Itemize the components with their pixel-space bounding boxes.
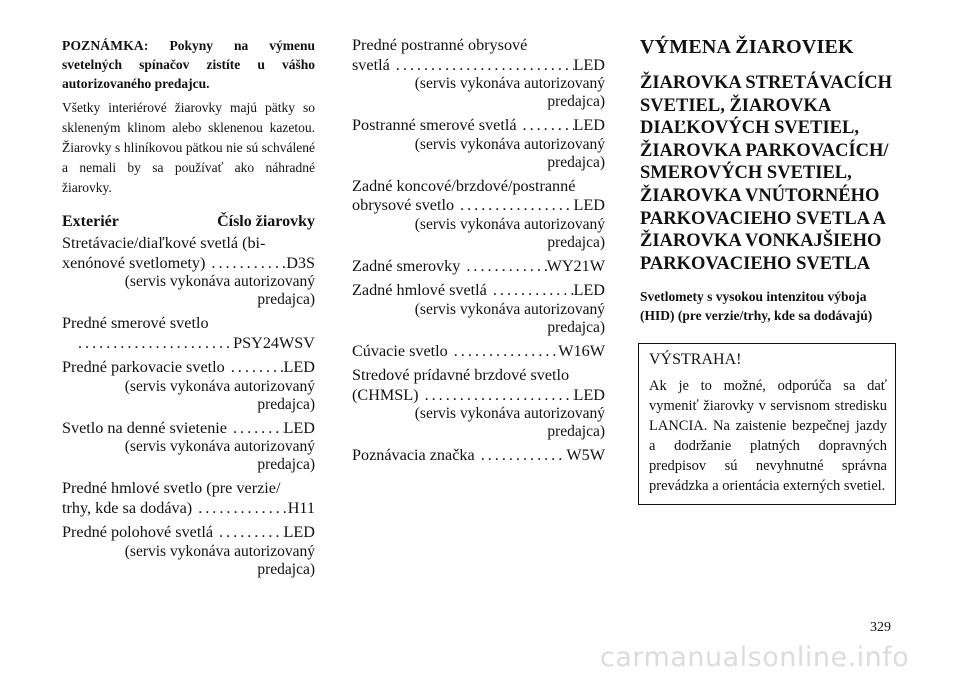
bulb-entry [352,366,605,441]
bulb-entry [62,314,315,353]
section-title: VÝMENA ŽIAROVIEK [640,36,854,58]
bulb-label: (CHMSL) [352,385,419,404]
bulb-number: W16W [558,341,605,360]
dot-leader [225,358,284,378]
bulb-entry-line [62,358,315,378]
subsection-title: ŽIAROVKA STRETÁVACÍCH SVETIEL, ŽIAROVKA DIAĽKOVÝCH SVETIEL, ŽIAROVKA PARKOVACÍCH/ SMEROVÝCH SVETIEL, ŽIAROVKA VNÚTORNÉHO PARKOVACIEHO SVETLA A ŽIAROVKA VONKAJŠIEHO PARKOVACIEHO SVETLA [640,73,893,274]
bulb-number: LED [573,281,605,299]
bulb-label: obrysové svetlo [352,196,455,214]
bulb-entry-line [352,116,605,136]
bulb-entry [352,446,605,466]
bulb-entry [352,257,605,277]
dot-leader [213,523,283,543]
bulb-label-first-line: Zadné koncové/brzdové/postranné [352,176,576,195]
service-note: (servis vykonáva autorizovaný predajca) [414,300,605,336]
bulb-entry-line [62,523,315,543]
dot-leader [448,342,559,362]
bulb-entry [352,177,605,252]
service-note: (servis vykonáva autorizovaný predajca) [124,438,315,473]
bulb-label-first-line: Predné smerové svetlo [62,314,209,332]
service-note: (servis vykonáva autorizovaný predajca) [124,542,315,578]
warning-title: VÝSTRAHA! [649,351,742,369]
bulb-label: Zadné smerovky [352,256,461,275]
bulb-number: LED [573,196,605,214]
bulb-number: W5W [566,446,605,464]
bulb-label-first-line: Stredové prídavné brzdové svetlo [352,366,570,384]
bulb-entry [62,234,315,309]
service-note: (servis vykonáva autorizovaný predajca) [414,75,605,110]
bulb-label: Postranné smerové svetlá [352,116,517,134]
bulb-entry [62,358,315,414]
dot-leader [205,254,286,274]
bulb-entry-line [352,56,605,76]
bulb-entry-line [62,254,315,274]
bulb-number: LED [573,116,605,134]
dot-leader [487,281,574,301]
bulb-entry-line [352,257,605,277]
bulb-entry-line [352,342,605,362]
bulb-number: LED [283,418,315,437]
service-note: (servis vykonáva autorizovaný predajca) [414,405,605,440]
bulb-entry-line [352,386,605,406]
note-paragraph [62,36,315,93]
dot-leader [227,419,284,439]
exterior-header-left: Exteriér [62,213,119,230]
bulb-entry [62,419,315,475]
bulb-label: Poznávacia značka [352,446,475,464]
hid-note: Svetlomety s vysokou intenzitou výboja (HID) (pre verzie/trhy, kde sa dodávajú) [640,289,873,324]
bulb-label-first-line: Predné hmlové svetlo (pre verzie/ [62,479,281,497]
exterior-table-header [62,212,315,232]
bulb-entry [62,523,315,579]
service-note: (servis vykonáva autorizovaný predajca) [414,135,605,171]
page-number: 329 [870,620,891,635]
bulb-entry-line [62,499,315,519]
bulb-label: Cúvacie svetlo [352,341,448,360]
dot-leader [192,499,288,519]
bulb-label: trhy, kde sa dodáva) [62,498,193,517]
column-middle [352,36,605,471]
bulb-label-first-line: Stretávacie/diaľkové svetlá (bi- [62,234,266,252]
column-right [640,36,896,505]
bulb-number: LED [573,55,605,74]
dot-leader [390,56,574,76]
bulb-number: D3S [286,253,315,272]
bulb-number: LED [573,385,605,404]
dot-leader [454,196,573,216]
dot-leader [475,446,567,466]
bulb-label: xenónové svetlomety) [62,253,206,272]
dot-leader [72,334,233,354]
warning-box [638,343,896,505]
bulb-entry-line [62,334,315,354]
bulb-number: H11 [287,498,315,517]
bulb-label-first-line: Predné postranné obrysové [352,36,528,54]
watermark: carmanualsonline.info [600,642,910,673]
bulb-label: Predné parkovacie svetlo [62,358,225,376]
bulb-entry-line [352,281,605,301]
bulb-entry-line [62,419,315,439]
bulb-number: LED [283,523,315,541]
column-left [62,36,315,584]
service-note: (servis vykonáva autorizovaný predajca) [124,273,315,308]
bulb-label: Svetlo na denné svietenie [62,418,227,437]
bulb-list-left [62,234,315,579]
note-body: Všetky interiérové žiarovky majú pätky so skleneným klinom alebo sklenenou kazetou. Žiarovky s hliníkovou pätkou nie sú schválené a nemali by sa používať ako náhradné žiarovky. [62,100,315,195]
bulb-label: Zadné hmlové svetlá [352,281,487,299]
dot-leader [517,116,574,136]
bulb-number: PSY24WSV [233,333,315,352]
bulb-entry-line [352,196,605,216]
bulb-number: LED [283,358,315,376]
bulb-entry [352,342,605,362]
bulb-label: svetlá [352,55,390,74]
dot-leader [419,386,574,406]
bulb-entry [352,36,605,111]
service-note: (servis vykonáva autorizovaný predajca) [414,215,605,251]
bulb-entry-line [352,446,605,466]
warning-body: Ak je to možné, odporúča sa dať vymeniť žiarovky v servisnom stredisku LANCIA. Na zaistenie bezpečnej jazdy a dodržanie platných dopravných predpisov sú nevyhnutné správna prevádzka a orientácia externých svetiel. [649,378,887,495]
dot-leader [460,257,546,277]
exterior-header-right: Číslo žiarovky [217,213,315,230]
bulb-label: Predné polohové svetlá [62,523,214,541]
note-label: POZNÁMKA: [62,38,149,53]
bulb-number: WY21W [546,256,605,275]
bulb-entry [62,479,315,518]
bulb-list-middle [352,36,605,466]
note-bold-text: Pokyny na výmenu svetelných spínačov zistíte u vášho autorizovaného predajcu. [62,38,316,91]
bulb-entry [352,116,605,172]
service-note: (servis vykonáva autorizovaný predajca) [124,377,315,413]
bulb-entry [352,281,605,337]
